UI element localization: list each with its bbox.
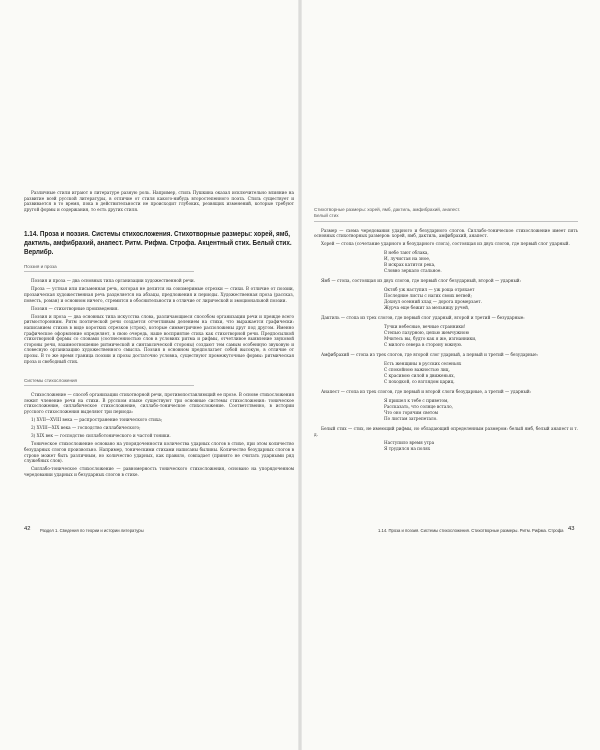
list-item: 2) XVIII—XIX века — господство силлабического; — [31, 425, 141, 431]
section-title: 1.14. Проза и поэзия. Системы стихосложения. Стихотворные размеры: хорей, ямб, дактиль, амфибрахий, анапест. Ритм. Рифма. Строфа. Акцентный стих. Белый стих. Верлибр. — [24, 229, 292, 257]
subheading-rule — [24, 385, 194, 386]
verse-line: Тучки небесные, вечные странники! — [384, 323, 466, 329]
paragraph: Тоническое стихосложение основано на упорядоченности количества ударных слогов в стихе, при этом количество безударных слогов произвольно. Например, тоническими стихами написаны былины. Количество безударных слогов в строке может быть различным, но количество ударных, как правило, совпадает (принято не считать ударными ряд служебных слов). — [24, 441, 294, 464]
verse-block — [384, 440, 578, 452]
right-heading-line: Стихотворные размеры: хорей, ямб, дактиль, амфибрахий, анапест. — [314, 207, 461, 212]
paragraph-dactyl: Дактиль — стопа из трех слогов, где первый слог ударный, второй и третий — безударные: — [321, 315, 525, 321]
intro-paragraph: Различные стили играют в литературе разную роль. Например, стиль Пушкина оказал исключительно влияние на развитие всей русской литературы, в отличие от стиля какого-нибудь второстепенного поэта. Стиль существует и развивается в то время, пока в действительности не происходит глубоких, резвящих изменений, которые требуют другой формы и содержания, то есть других стиля. — [24, 190, 294, 212]
verse-line: Мчитесь вы, будто как я же, изгнанники, — [384, 336, 477, 341]
verse-line: И, лучистая на зное, — [384, 255, 431, 261]
verse-block — [384, 324, 578, 348]
verse-line: В небе тают облака, — [384, 249, 429, 255]
verse-line: Наступило время утра — [384, 440, 435, 446]
paragraph: Силлабо-тоническое стихосложение — равномерность тонического стихосложения, основано на упорядоченном чередовании ударных и безударных слогов в стихе. — [24, 466, 294, 477]
paragraph: Поэзия — стихотворные произведения. — [31, 305, 119, 311]
list-item: 1) XVII—XVIII века — распространение тонического стиха; — [31, 417, 163, 423]
paragraph-choree: Хорей — стопа (сочетание ударного и безударного слога), состоящая из двух слогов, где первый слог ударный. — [321, 241, 570, 247]
verse-block — [384, 398, 578, 422]
verse-line: Я трудился на полях — [384, 446, 431, 452]
verse-block — [384, 361, 578, 385]
verse-line: Журча еще бежит за мельницу ручей, — [384, 305, 470, 311]
paragraph: Поэзия и проза — два основных типа организации художественной речи. — [31, 278, 196, 284]
verse-line: С милого севера в сторону южную. — [384, 342, 463, 348]
subheading-rule — [24, 271, 194, 272]
verse-line: По листам затрепетало. — [384, 416, 438, 422]
paragraph-iamb: Ямб — стопа, состоящая из двух слогов, где первый слог безударный, второй — ударный: — [321, 278, 522, 284]
running-head-right: 1.14. Проза и поэзия. Системы стихосложения. Стихотворные размеры. Ритм. Рифма. Строфа — [378, 528, 564, 533]
heading-rule — [314, 221, 578, 222]
paragraph-amphibrach: Амфибрахий — стопа из трех слогов, где второй слог ударный, а первый и третий — безударные: — [321, 352, 539, 358]
subheading-versification: Системы стихосложения — [24, 378, 78, 384]
paragraph-white-verse: Белый стих — стих, не имеющий рифмы, но обладающий определенным размером: белый ямб, белый анапест и т. д. — [314, 426, 578, 437]
paragraph-anapest: Анапест — стопа из трех слогов, где первый и второй слоги безударные, а третий — ударный: — [321, 389, 532, 395]
running-head-left: Раздел 1. Сведения по теории и истории литературы — [40, 528, 144, 533]
verse-line: Октяб уж наступил — уж роща отряхает — [384, 286, 475, 292]
verse-line: Словно зеркало стальное. — [384, 268, 442, 274]
right-page — [314, 202, 578, 457]
verse-line: Последние листы с нагих своих ветвей; — [384, 292, 472, 298]
subheading-poetry-prose: Поэзия и проза — [24, 264, 57, 270]
page-number-left: 42 — [24, 526, 31, 532]
book-gutter — [298, 0, 302, 750]
verse-line: Я пришел к тебе с приветом, — [384, 397, 449, 403]
verse-line: Что оно горячим светом — [384, 409, 439, 415]
verse-line: С красивою силой в движеньях, — [384, 372, 455, 378]
left-page — [24, 190, 294, 480]
verse-line: С спокойною важностью лиц, — [384, 366, 450, 372]
verse-line: С походкой, со взглядом цариц. — [384, 379, 455, 385]
verse-block — [384, 250, 578, 274]
paragraph: Проза — устная или письменная речь, которая не делится на соизмеримые отрезки — стихи. В отличие от поэзии, прозаическая художественная речь разделяется на абзацы, предложения и периоды. Художественная проза (рассказ, повесть, роман) и основном ничего, стремится в обоснительности в отличие от лирической и эмоциональной поэзии. — [24, 286, 294, 303]
right-heading-line: Белый стих — [314, 212, 339, 218]
verse-line: Рассказать, что солнце встало, — [384, 403, 453, 409]
paragraph-size: Размер — схема чередования ударного и безударного слогов. Силлабо-тоническое стихосложение имеет пять основных стихотворных размеров: хорей, ямб, дактиль, амфибрахий, анапест. — [314, 227, 578, 239]
page-number-right: 43 — [568, 526, 575, 532]
paragraph: Поэзия и проза — два основных типа искусства слова, различающиеся способом организации речи и прежде всего ритмосторонним. Ритм поэтической речи создается отчетливым делением на стихи, что выражается графически: написанием стихов в виде коротких отрезков (строк), которые симметричнее расположены друг под другом. Именно графическое оформление определяет, в свою очередь, наше восприятие стиха как стихотворной речи. Предпосылкой стихотворной формы со словами (соотнесенностью слов в условиях ритма и рифмы, отчетливое выявление звуковой стороны речи, взаимоотношение ритмической и синтаксической стороны) создают тем самым особенную звуковую и словесную организацию художественного смысла. Поэзия в основном предполагает собой высокую, в отличие от прозы. В то же время граница поэзии и прозы достаточно условна, существуют промежуточные формы: ритмическая проза и свободный стих. — [24, 313, 294, 364]
verse-line: Степью лазурною, цепью жемчужною — [384, 329, 470, 335]
verse-block — [384, 287, 578, 311]
verse-line: Есть женщины в русских селеньях — [384, 360, 462, 366]
list-item: 3) XIX век — господство силлаботонического и частой тоники. — [31, 433, 171, 439]
verse-line: В искрах катится река, — [384, 262, 436, 268]
verse-line: Дохнул осенний хлад — дорога промерзает. — [384, 299, 482, 305]
paragraph: Стихосложение — способ организации стихотворной речи, противопоставляющий ее прозе. В основе стихосложения лежит членение речи на стихи. В русском языке существуют три основные системы стихосложения: тоническое стихосложение, силлабическое стихосложение, силлабо-тоническое стихосложение. Соответственно, в истории русского стихосложения выделяют три периода: — [24, 392, 294, 414]
